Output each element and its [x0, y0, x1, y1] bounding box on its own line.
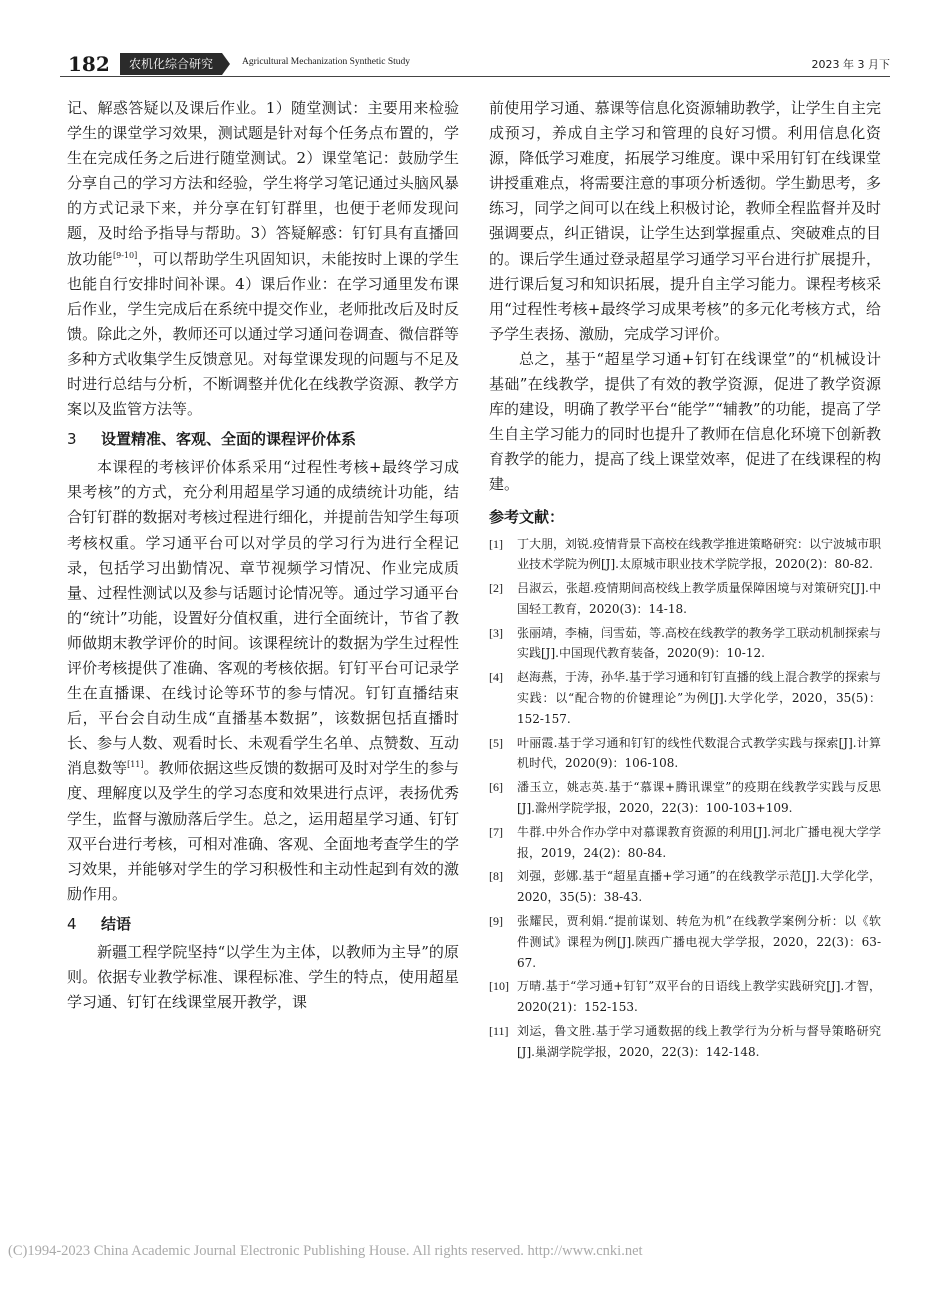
paragraph-2-tail: 。教师依据这些反馈的数据可及时对学生的参与度、理解度以及学生的学习态度和效果进行点评，表扬优秀学生，监督与激励落后学生。总之，运用超星学习通、钉钉双平台进行考核，可相对准确、客观、全面地考查学生的学习效果，并能够对学生的学习积极性和主动性起到有效的激励作用。 — [67, 759, 459, 903]
section-4-number: 4 — [67, 914, 77, 933]
citation-11: [11] — [127, 760, 144, 770]
reference-number: [7] — [489, 824, 503, 839]
section-4-heading — [67, 911, 459, 938]
paragraph-4: 前使用学习通、慕课等信息化资源辅助教学，让学生自主完成预习，养成自主学习和管理的良好习惯。利用信息化资源，降低学习难度，拓展学习维度。课中采用钉钉在线课堂讲授重难点，将需要注意的事项分析透彻。学生勤思考，多练习，同学之间可以在线上积极讨论，教师全程监督并及时强调要点，纠正错误，让学生达到掌握重点、突破难点的目的。课后学生通过登录超星学习通学习平台进行扩展提升，进行课后复习和知识拓展，提升自主学习能力。课程考核采用“过程性考核+最终学习成果考核”的多元化考核方式，给予学生表扬、激励，完成学习评价。 — [489, 99, 881, 343]
reference-number: [2] — [489, 581, 503, 596]
section-3-title: 设置精准、客观、全面的课程评价体系 — [101, 430, 357, 449]
paragraph-1 — [67, 96, 459, 422]
reference-text: 刘运，鲁文胜.基于学习通数据的线上教学行为分析与督导策略研究[J].巢湖学院学报，2020，22(3)：142-148. — [517, 1024, 881, 1059]
reference-number: [3] — [489, 625, 503, 640]
reference-item — [489, 578, 881, 620]
reference-number: [6] — [489, 780, 503, 795]
reference-item — [489, 976, 881, 1018]
reference-text: 吕淑云，张超.疫情期间高校线上教学质量保障困境与对策研究[J].中国轻工教育，2020(3)：14-18. — [517, 581, 881, 616]
issue-date: 2023 年 3 月下 — [811, 58, 890, 71]
reference-text: 潘玉立，姚志英.基于“慕课+腾讯课堂”的疫期在线教学实践与反思[J].滁州学院学报，2020，22(3)：100-103+109. — [517, 780, 881, 816]
reference-text: 张耀民，贾利娟.“提前谋划、转危为机”在线教学案例分析：以《软件测试》课程为例[J].陕西广播电视大学学报，2020，22(3)：63-67. — [517, 914, 881, 970]
copyright-footer: (C)1994-2023 China Academic Journal Electronic Publishing House. All rights reserved. http://www.cnki.net — [8, 1243, 643, 1259]
page-number: 182 — [68, 52, 110, 76]
paragraph-3: 新疆工程学院坚持“以学生为主体，以教师为主导”的原则。依据专业教学标准、课程标准、学生的特点，使用超星学习通、钉钉在线课堂展开教学，课 — [67, 942, 459, 1012]
reference-item — [489, 534, 881, 576]
reference-text: 丁大朋，刘锐.疫情背景下高校在线教学推进策略研究：以宁波城市职业技术学院为例[J].太原城市职业技术学院学报，2020(2)：80-82. — [517, 536, 881, 572]
paragraph-2 — [67, 455, 459, 907]
paragraph-2-text: 本课程的考核评价体系采用“过程性考核+最终学习成果考核”的方式，充分利用超星学习通的成绩统计功能，结合钉钉群的数据对考核过程进行细化，并提前告知学生每项考核权重。学习通平台可以对学员的学习行为进行全程记录，包括学习出勤情况、章节视频学习情况、作业完成质量、过程性测试以及参与话题讨论情况等。通过学习通平台的“统计”功能，设置好分值权重，进行全面统计，节省了教师做期末教学评价的时间。该课程统计的数据为学生过程性评价考核提供了准确、客观的考核依据。钉钉平台可记录学生在直播课、在线讨论等环节的参与情况。钉钉直播结束后，平台会自动生成“直播基本数据”，该数据包括直播时长、参与人数、观看时长、未观看学生名单、点赞数、互动消息数等 — [67, 458, 459, 778]
section-4-title: 结语 — [101, 914, 132, 933]
page-header — [60, 52, 890, 76]
reference-item — [489, 733, 881, 775]
reference-text: 张丽靖，李楠，闫雪茹，等.高校在线教学的教务学工联动机制探索与实践[J].中国现代教育装备，2020(9)：10-12. — [517, 625, 881, 661]
citation-9-10: [9-10] — [112, 250, 138, 260]
journal-title-en: Agricultural Mechanization Synthetic Study — [242, 57, 411, 67]
reference-text: 叶丽霞.基于学习通和钉钉的线性代数混合式教学实践与探索[J].计算机时代，2020(9)：106-108. — [517, 735, 881, 771]
reference-item — [489, 777, 881, 819]
reference-text: 万晴.基于“学习通+钉钉”双平台的日语线上教学实践研究[J].才智，2020(21)：152-153. — [517, 979, 881, 1015]
reference-item — [489, 1021, 881, 1063]
left-column — [67, 96, 459, 1015]
right-column — [489, 96, 881, 1066]
reference-number: [1] — [489, 536, 503, 551]
reference-number: [9] — [489, 914, 503, 929]
reference-number: [10] — [489, 979, 509, 994]
journal-title-cn: 农机化综合研究 — [120, 53, 222, 75]
reference-item — [489, 866, 881, 908]
header-divider — [60, 76, 890, 77]
reference-text: 赵海燕，于涛，孙华.基于学习通和钉钉直播的线上混合教学的探索与实践：以“配合物的价键理论”为例[J].大学化学，2020，35(5)：152-157. — [517, 670, 881, 726]
reference-text: 牛群.中外合作办学中对慕课教育资源的利用[J].河北广播电视大学学报，2019，24(2)：80-84. — [517, 824, 881, 860]
reference-item — [489, 822, 881, 864]
references-title: 参考文献： — [489, 507, 565, 526]
reference-number: [8] — [489, 869, 503, 884]
section-3-heading — [67, 426, 459, 453]
paragraph-1-tail: ，可以帮助学生巩固知识，未能按时上课的学生也能自行安排时间补课。4）课后作业：在学习通里发布课后作业，学生完成后在系统中提交作业，老师批改后及时反馈。除此之外，教师还可以通过学习通问卷调查、微信群等多种方式收集学生反馈意见。对每堂课发现的问题与不足及时进行总结与分析，不断调整并优化在线教学资源、教学方案以及监管方法等。 — [67, 249, 459, 419]
paragraph-5: 总之，基于“超星学习通+钉钉在线课堂”的“机械设计基础”在线教学，提供了有效的教学资源，促进了教学资源库的建设，明确了教学平台“能学”“辅教”的功能，提高了学生自主学习能力的同时也提升了教师在信息化环境下创新教育教学的能力，提高了线上课堂效率，促进了在线课程的构建。 — [489, 349, 881, 494]
section-3-number: 3 — [67, 430, 77, 449]
reference-number: [4] — [489, 670, 503, 685]
reference-item — [489, 623, 881, 665]
reference-number: [5] — [489, 735, 503, 750]
reference-number: [11] — [489, 1024, 509, 1039]
reference-item — [489, 911, 881, 973]
paragraph-1-text: 记、解惑答疑以及课后作业。1）随堂测试：主要用来检验学生的课堂学习效果，测试题是针对每个任务点布置的，学生在完成任务之后进行随堂测试。2）课堂笔记：鼓励学生分享自己的学习方法和经验，学生将学习笔记通过头脑风暴的方式记录下来，并分享在钉钉群里，也便于老师发现问题，及时给予指导与帮助。3）答疑解惑：钉钉具有直播回放功能 — [67, 99, 459, 268]
reference-list — [489, 534, 881, 1063]
reference-text: 刘强，彭娜.基于“超星直播+学习通”的在线教学示范[J].大学化学，2020，35(5)：38-43. — [517, 869, 881, 905]
reference-item — [489, 667, 881, 729]
